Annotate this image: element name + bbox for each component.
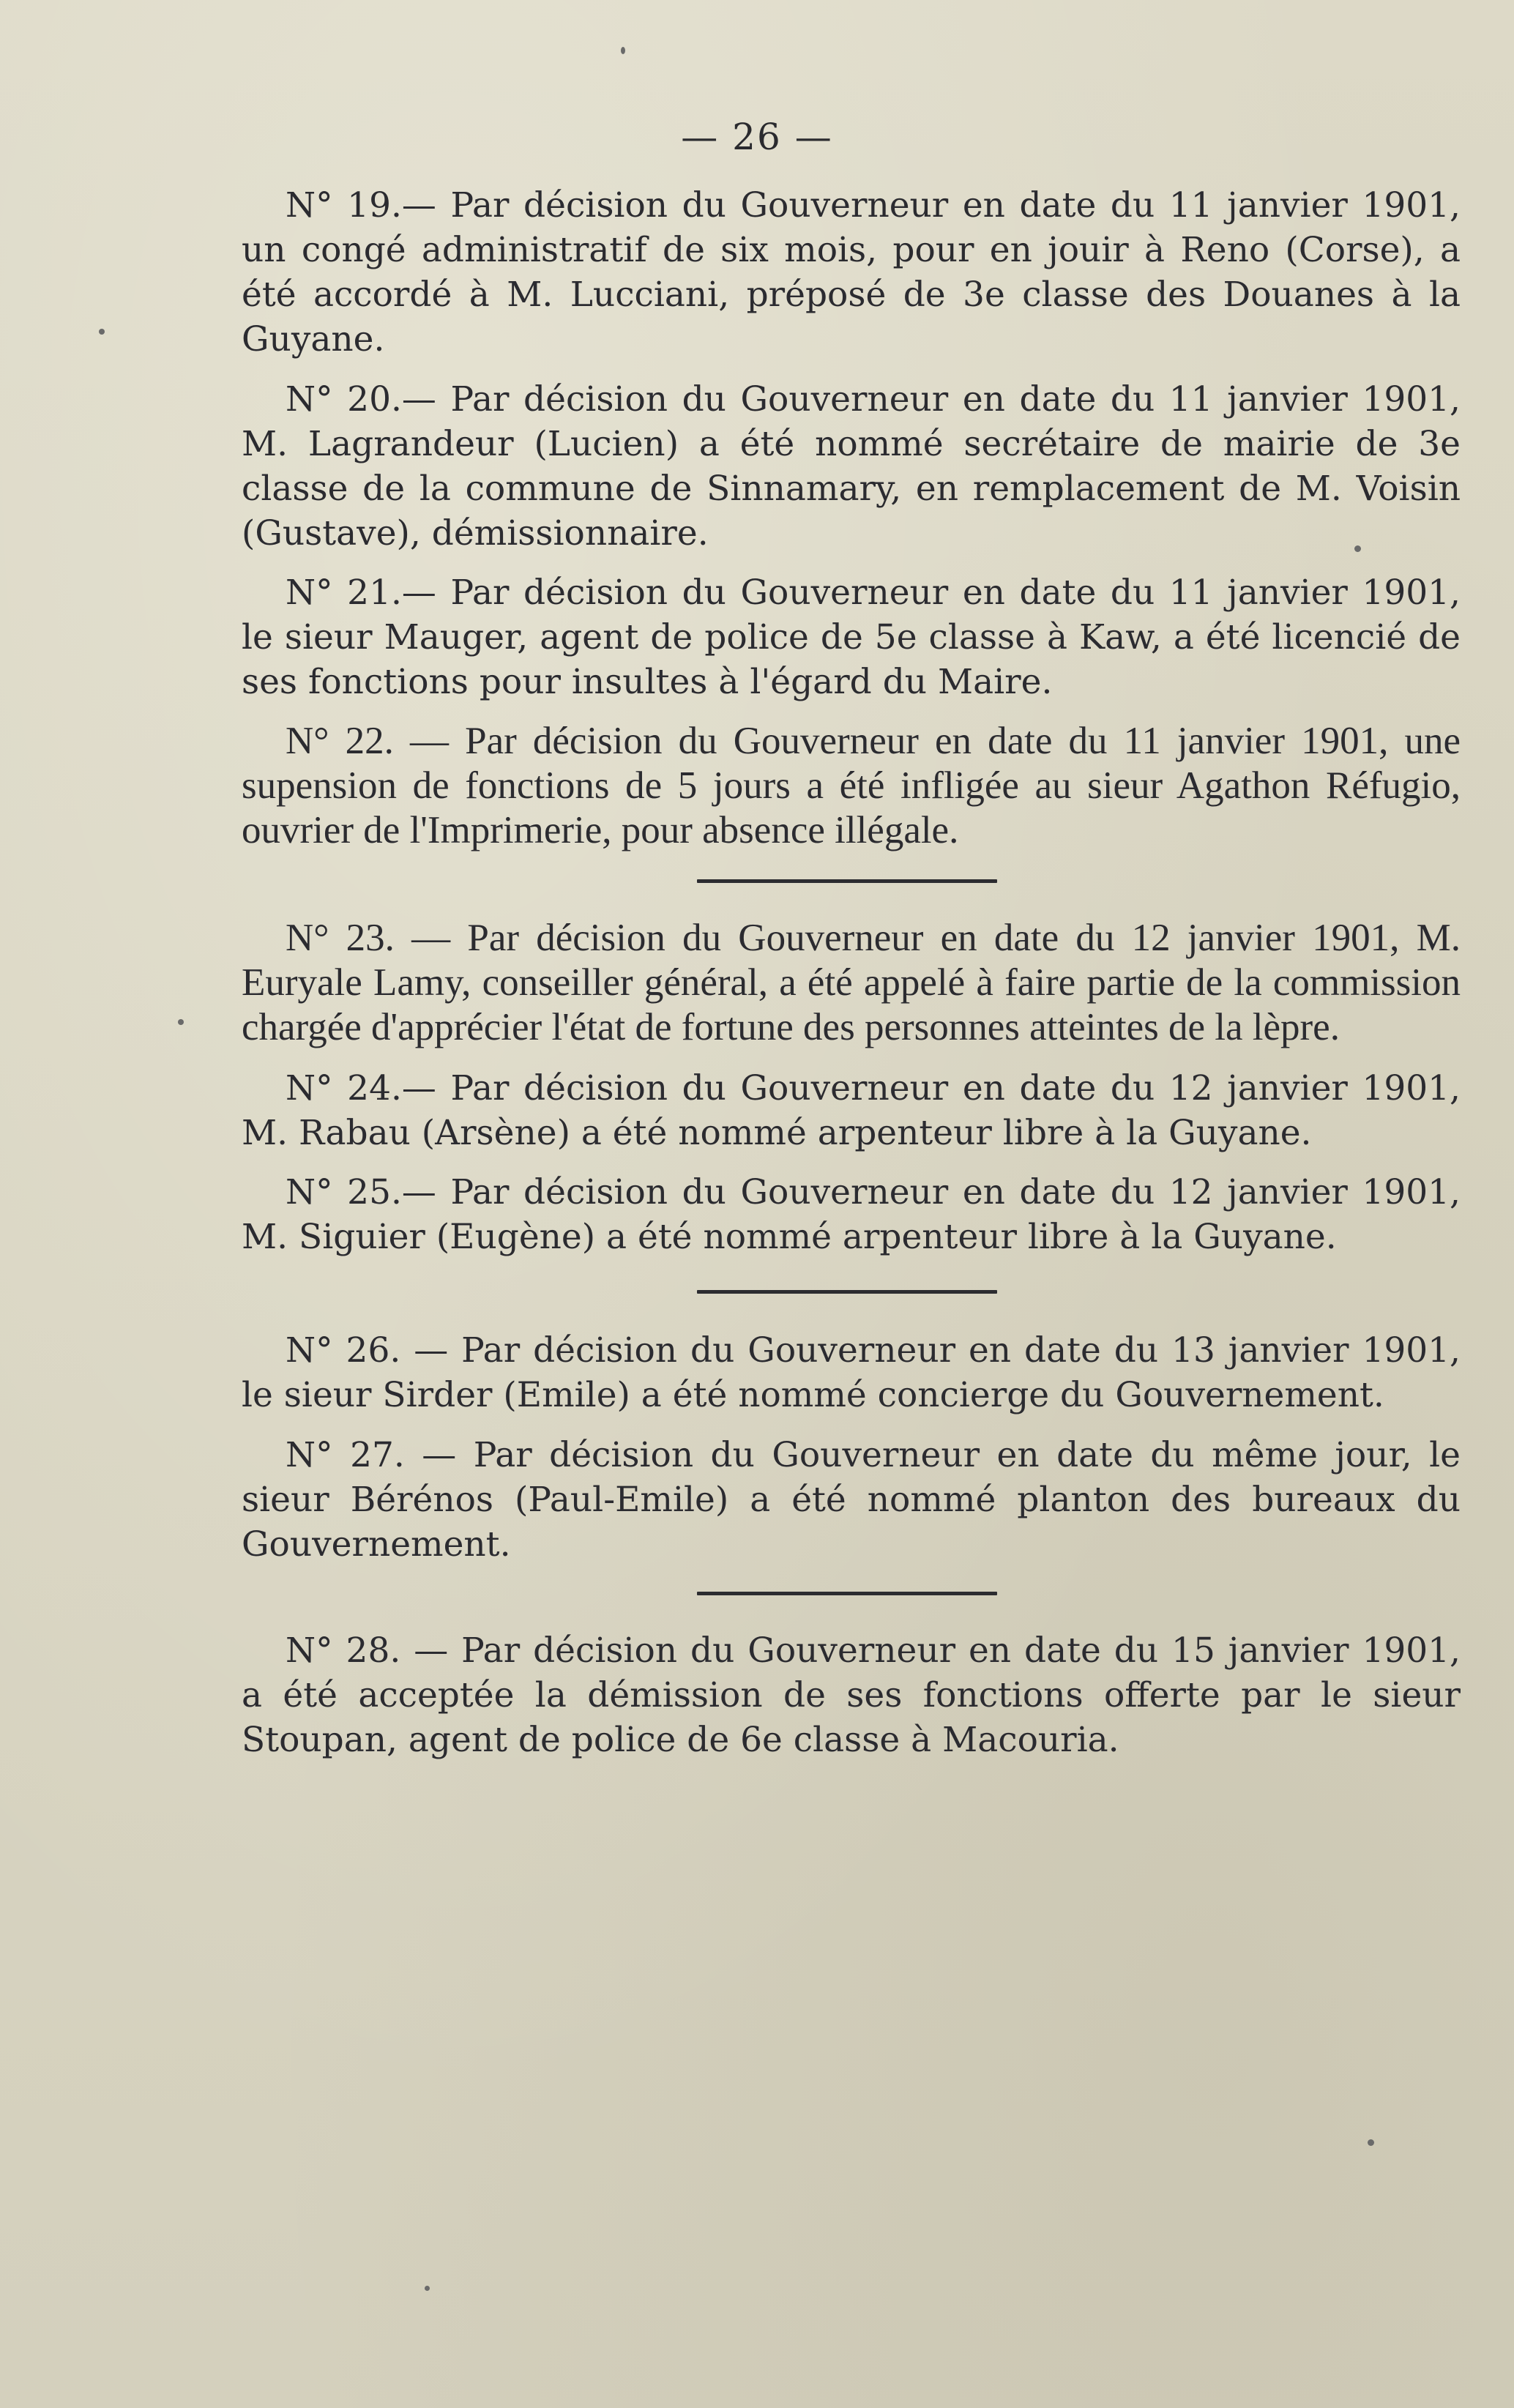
scan-speck bbox=[621, 47, 625, 54]
scan-speck bbox=[1368, 2139, 1374, 2146]
scan-speck bbox=[425, 2286, 430, 2291]
decision-list bbox=[242, 183, 1461, 1762]
decision-entry-28: N° 28. — Par décision du Gouverneur en date du 15 janvier 1901, a été acceptée la démission de ses fonctions offerte par le sieur Stoupan, agent de police de 6e classe à Macouria. bbox=[242, 1630, 1461, 1760]
decision-entry-19: N° 19.— Par décision du Gouverneur en date du 11 janvier 1901, un congé administratif de six mois, pour en jouir à Reno (Corse), a été accordé à M. Lucciani, préposé de 3e classe des Douanes à la Guyane. bbox=[242, 185, 1461, 359]
decision-entry-24: N° 24.— Par décision du Gouverneur en date du 12 janvier 1901, M. Rabau (Arsène) a été nommé arpenteur libre à la Guyane. bbox=[242, 1068, 1461, 1153]
section-divider-rule bbox=[697, 1592, 997, 1595]
decision-entry-20: N° 20.— Par décision du Gouverneur en date du 11 janvier 1901, M. Lagrandeur (Lucien) a été nommé secrétaire de mairie de 3e classe de la commune de Sinnamary, en remplacement de M. Voisin (Gustave), démissionnaire. bbox=[242, 379, 1461, 553]
decision-entry-26: N° 26. — Par décision du Gouverneur en date du 13 janvier 1901, le sieur Sirder (Emile) a été nommé concierge du Gouvernement. bbox=[242, 1330, 1461, 1415]
scan-speck bbox=[178, 1019, 184, 1025]
page-number: — 26 — bbox=[681, 116, 833, 158]
decision-entry-23: N° 23. — Par décision du Gouverneur en date du 12 janvier 1901, M. Euryale Lamy, conseiller général, a été appelé à faire partie de la commission chargée d'apprécier l'état de fortune des personnes atteintes de la lèpre. bbox=[242, 917, 1461, 1048]
scan-speck bbox=[1354, 545, 1361, 552]
decision-entry-21: N° 21.— Par décision du Gouverneur en date du 11 janvier 1901, le sieur Mauger, agent de police de 5e classe à Kaw, a été licencié de ses fonctions pour insultes à l'égard du Maire. bbox=[242, 573, 1461, 702]
scan-speck bbox=[99, 329, 105, 335]
decision-entry-27: N° 27. — Par décision du Gouverneur en date du même jour, le sieur Bérénos (Paul-Emile) a été nommé planton des bureaux du Gouvernement. bbox=[242, 1435, 1461, 1565]
decision-entry-22: N° 22. — Par décision du Gouverneur en date du 11 janvier 1901, une supension de fonctions de 5 jours a été infligée au sieur Agathon Réfugio, ouvrier de l'Imprimerie, pour absence illégale. bbox=[242, 720, 1461, 851]
section-divider-rule bbox=[697, 879, 997, 883]
decision-entry-25: N° 25.— Par décision du Gouverneur en date du 12 janvier 1901, M. Siguier (Eugène) a été nommé arpenteur libre à la Guyane. bbox=[242, 1172, 1461, 1257]
section-divider-rule bbox=[697, 1290, 997, 1294]
